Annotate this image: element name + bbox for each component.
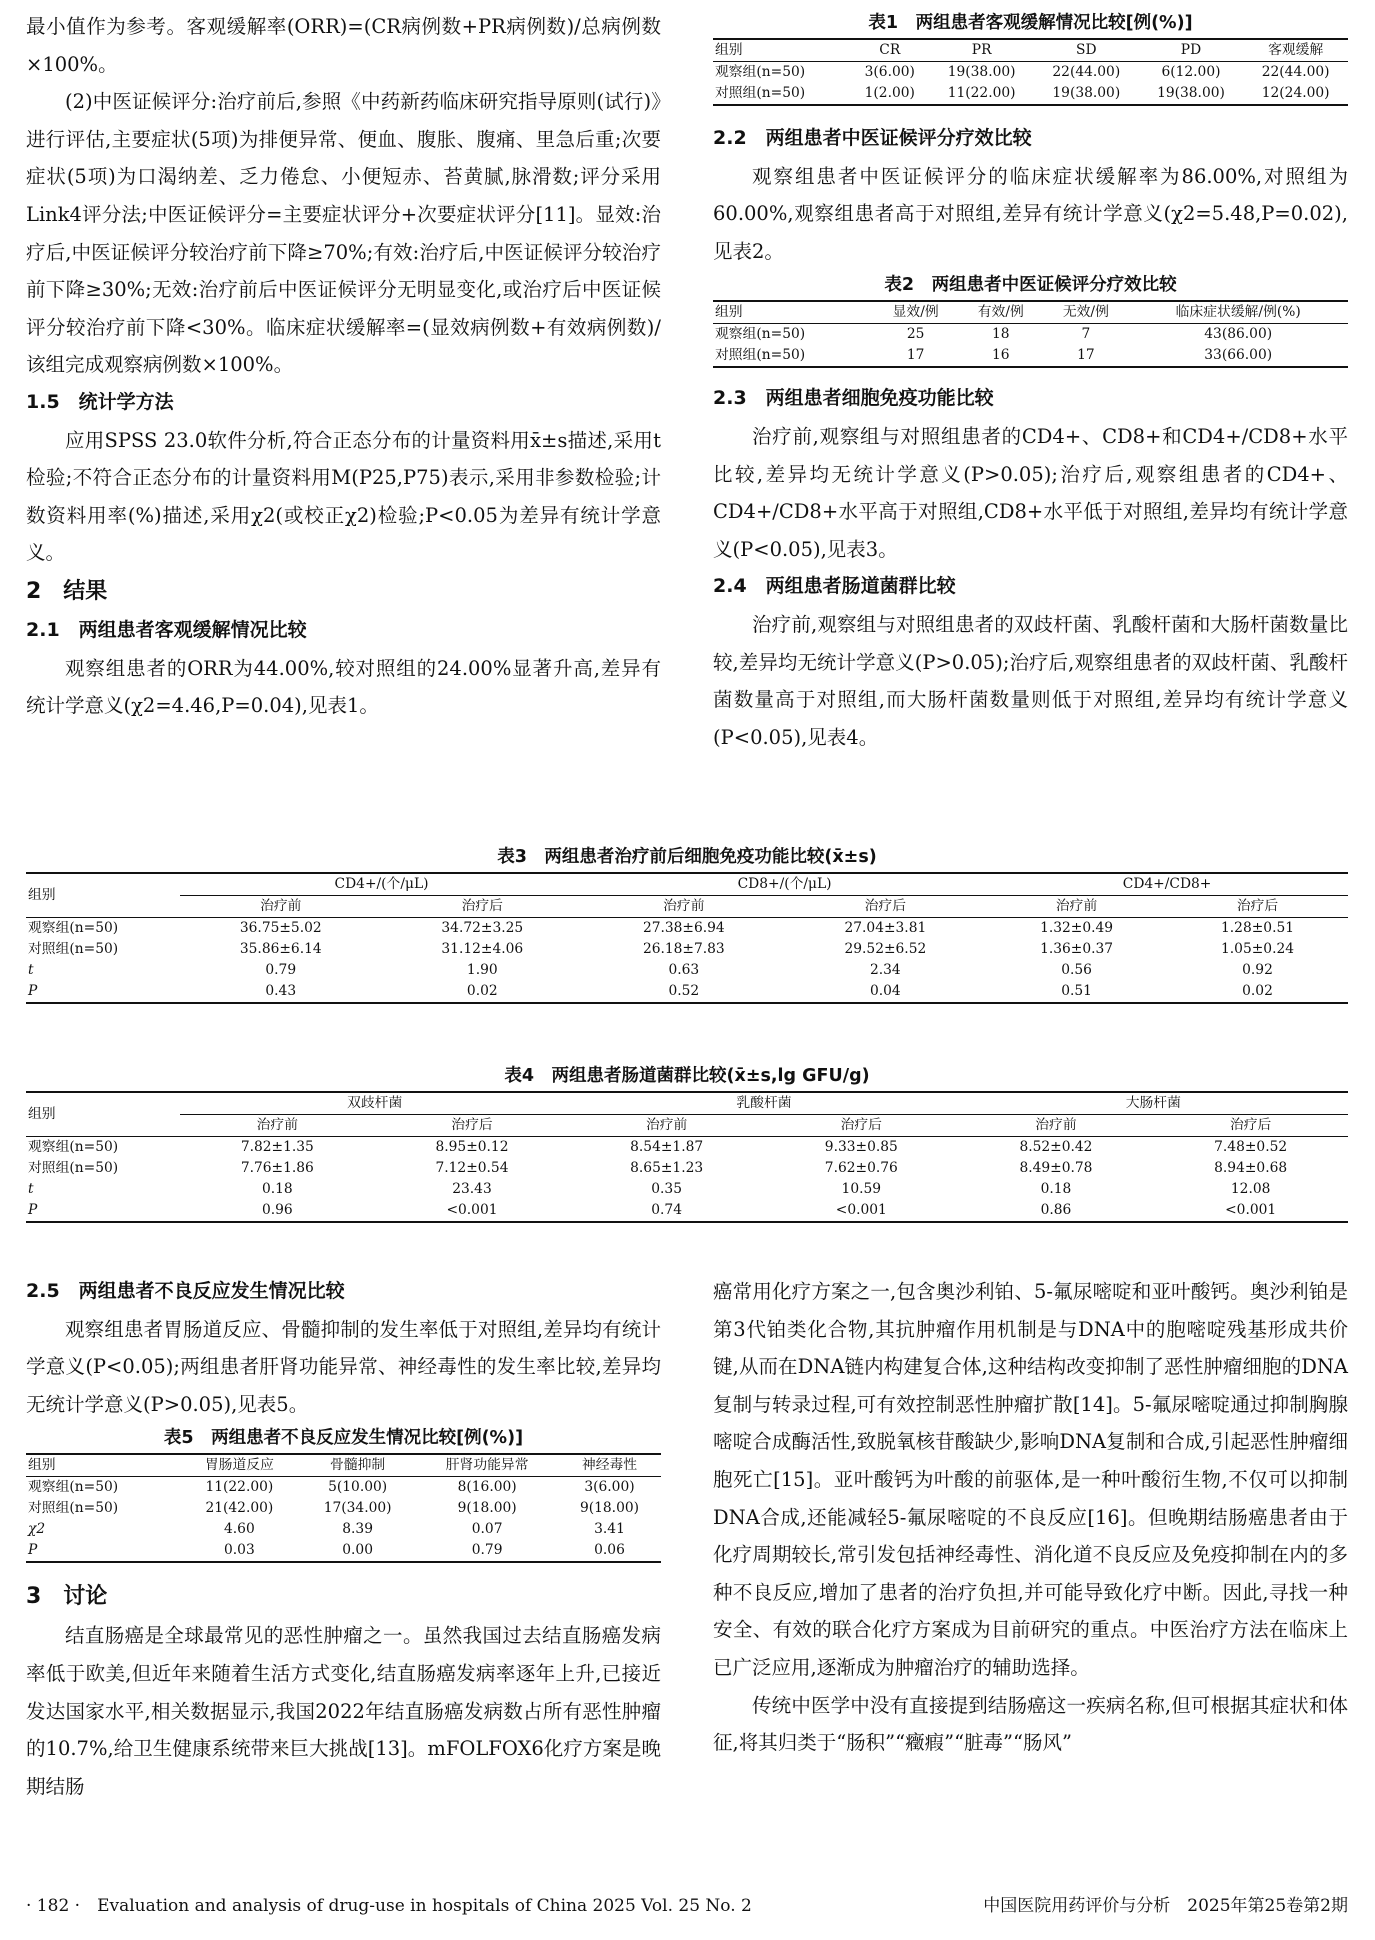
table-cell: 1.90 xyxy=(466,962,498,978)
table-cell: 0.06 xyxy=(594,1542,625,1559)
table-cell: 33(66.00) xyxy=(1204,347,1273,364)
table3-group-header: 组别 xyxy=(26,873,180,918)
table-row xyxy=(26,1200,1348,1222)
table-cell: 17(34.00) xyxy=(323,1500,392,1517)
table-cell: 8.54±1.87 xyxy=(630,1139,704,1155)
table-row xyxy=(26,1137,1348,1159)
table-cell: 23.43 xyxy=(452,1181,492,1197)
table4 xyxy=(26,1091,1348,1223)
table-cell: 7 xyxy=(1081,326,1091,343)
table-cell: 26.18±7.83 xyxy=(642,941,725,957)
footer-right: 中国医院用药评价与分析 2025年第25卷第2期 xyxy=(983,1896,1348,1916)
table-cell: 9(18.00) xyxy=(457,1500,517,1517)
table-cell: 0.18 xyxy=(261,1181,293,1197)
paragraph-discussion-3: 传统中医学中没有直接提到结肠癌这一疾病名称,但可根据其症状和体征,将其归类于“肠积”“癥瘕”“脏毒”“肠风” xyxy=(713,1693,1348,1755)
table-cell: 19(38.00) xyxy=(947,64,1016,80)
table5-header: 神经毒性 xyxy=(581,1457,638,1474)
right-column-top xyxy=(713,8,1348,756)
table1-header: PD xyxy=(1180,42,1202,58)
table3 xyxy=(26,872,1348,1004)
table-cell: 3(6.00) xyxy=(584,1479,635,1496)
paragraph-discussion-2: 癌常用化疗方案之一,包含奥沙利铂、5-氟尿嘧啶和亚叶酸钙。奥沙利铂是第3代铂类化合物,其抗肿瘤作用机制是与DNA中的胞嘧啶残基形成共价键,从而在DNA链内构建复合体,这种结构改变抑制了恶性肿瘤细胞的DNA复制与转录过程,可有效控制恶性肿瘤扩散[14]。5-氟尿嘧啶通过抑制胸腺嘧啶合成酶活性,致脱氧核苷酸缺少,影响DNA复制和合成,引起恶性肿瘤细胞死亡[15]。亚叶酸钙为叶酸的前驱体,是一种叶酸衍生物,不仅可以抑制DNA合成,还能减轻5-氟尿嘧啶的不良反应[16]。但晚期结肠癌患者由于化疗周期较长,常引发包括神经毒性、消化道不良反应及免疫抑制在内的多种不良反应,增加了患者的治疗负担,并可能导致化疗中断。因此,寻找一种安全、有效的联合化疗方案成为目前研究的重点。中医治疗方法在临床上已广泛应用,逐渐成为肿瘤治疗的辅助选择。 xyxy=(713,1280,1348,1679)
table4-col-group: 双歧杆菌 xyxy=(180,1092,569,1115)
table-cell: P xyxy=(28,983,38,999)
table-cell: 8.52±0.42 xyxy=(1019,1139,1093,1155)
section-3-heading: 3 讨论 xyxy=(26,1584,108,1610)
table-row xyxy=(26,1498,661,1519)
table-cell: 36.75±5.02 xyxy=(239,920,322,936)
table-row xyxy=(26,1477,661,1499)
left-column-top xyxy=(26,8,661,725)
table-cell: 观察组(n=50) xyxy=(28,920,119,936)
paragraph-immune-result: 治疗前,观察组与对照组患者的CD4+、CD8+和CD4+/CD8+水平比较,差异均无统计学意义(P>0.05);治疗后,观察组患者的CD4+、CD4+/CD8+水平高于对照组,CD8+水平低于对照组,差异均有统计学意义(P<0.05),见表3。 xyxy=(713,424,1348,561)
table-cell: 9(18.00) xyxy=(579,1500,640,1517)
table5-header: 骨髓抑制 xyxy=(330,1457,386,1474)
table-cell: 7.76±1.86 xyxy=(240,1160,314,1176)
paragraph-flora-result: 治疗前,观察组与对照组患者的双歧杆菌、乳酸杆菌和大肠杆菌数量比较,差异均无统计学意义(P>0.05);治疗后,观察组患者的双歧杆菌、乳酸杆菌数量高于对照组,而大肠杆菌数量则低于对照组,差异均有统计学意义(P<0.05),见表4。 xyxy=(713,612,1348,749)
table4-sub-header: 治疗后 xyxy=(1229,1117,1272,1133)
table-cell: 对照组(n=50) xyxy=(28,1160,119,1176)
table-cell: 4.60 xyxy=(224,1521,255,1538)
table-cell: 11(22.00) xyxy=(205,1479,274,1496)
table-row xyxy=(713,324,1348,346)
table-cell: <0.001 xyxy=(446,1202,498,1218)
table-cell: 0.07 xyxy=(471,1521,503,1538)
paragraph-tcm-score: (2)中医证候评分:治疗前后,参照《中药新药临床研究指导原则(试行)》进行评估,主要症状(5项)为排便异常、便血、腹胀、腹痛、里急后重;次要症状(5项)为口渴纳差、乏力倦怠、小便短赤、苔黄腻,脉滑数;评分采用Link4评分法;中医证候评分=主要症状评分+次要症状评分[11]。显效:治疗后,中医证候评分较治疗前下降≥70%;有效:治疗后,中医证候评分较治疗前下降≥30%;无效:治疗前后中医证候评分无明显变化,或治疗后中医证候评分较治疗前下降<30%。临床症状缓解率=(显效病例数+有效病例数)/该组完成观察病例数×100%。 xyxy=(26,90,661,377)
table3-sub-header: 治疗后 xyxy=(1236,898,1279,914)
table-cell: 18 xyxy=(991,326,1010,343)
table-row xyxy=(26,1519,661,1540)
table-cell: 观察组(n=50) xyxy=(28,1479,119,1496)
table-cell: 0.02 xyxy=(466,983,498,999)
table-cell: 1.36±0.37 xyxy=(1040,941,1114,957)
paragraph-statistics: 应用SPSS 23.0软件分析,符合正态分布的计量资料用x̄±s描述,采用t检验;不符合正态分布的计量资料用M(P25,P75)表示,采用非参数检验;计数资料用率(%)描述,采用χ2(或校正χ2)检验;P<0.05为差异有统计学意义。 xyxy=(26,428,661,565)
table-cell: 观察组(n=50) xyxy=(28,1139,119,1155)
table3-sub-header: 治疗前 xyxy=(260,898,302,914)
table4-col-group: 乳酸杆菌 xyxy=(569,1092,958,1115)
table3-sub-header: 治疗后 xyxy=(864,898,907,914)
table-cell: 0.63 xyxy=(668,962,700,978)
table-cell: 8.65±1.23 xyxy=(630,1160,704,1176)
table3-caption: 表3 两组患者治疗前后细胞免疫功能比较(x̄±s) xyxy=(497,847,877,867)
table-cell: 0.74 xyxy=(651,1202,682,1218)
table-cell: 21(42.00) xyxy=(205,1500,274,1517)
table-cell: 0.96 xyxy=(261,1202,293,1218)
section-2-4-heading: 2.4 两组患者肠道菌群比较 xyxy=(713,575,956,598)
table-cell: 3.41 xyxy=(594,1521,625,1538)
table-cell: 25 xyxy=(906,326,925,343)
table-cell: 17 xyxy=(1077,347,1095,364)
table-cell: 7.48±0.52 xyxy=(1214,1139,1288,1155)
paragraph-orr: 最小值作为参考。客观缓解率(ORR)=(CR病例数+PR病例数)/总病例数×100%。 xyxy=(26,15,661,76)
table-cell: t xyxy=(28,1181,34,1197)
section-2-5-heading: 2.5 两组患者不良反应发生情况比较 xyxy=(26,1280,345,1302)
table-cell: 1.05±0.24 xyxy=(1221,941,1295,957)
table5-header: 组别 xyxy=(28,1457,56,1474)
paragraph-tcm-result: 观察组患者中医证候评分的临床症状缓解率为86.00%,对照组为60.00%,观察组患者高于对照组,差异有统计学意义(χ2=5.48,P=0.02),见表2。 xyxy=(713,164,1348,263)
paragraph-adverse-result: 观察组患者胃肠道反应、骨髓抑制的发生率低于对照组,差异均有统计学意义(P<0.05);两组患者肝肾功能异常、神经毒性的发生率比较,差异均无统计学意义(P>0.05),见表5。 xyxy=(26,1317,661,1416)
table-cell: 0.02 xyxy=(1242,983,1273,999)
section-2-heading: 2 结果 xyxy=(26,578,108,604)
right-column-bottom xyxy=(713,1273,1348,1762)
table1-header: SD xyxy=(1076,42,1097,58)
table-cell: P xyxy=(28,1542,38,1559)
table2-header: 有效/例 xyxy=(977,304,1024,321)
paragraph-discussion-1: 结直肠癌是全球最常见的恶性肿瘤之一。虽然我国过去结直肠癌发病率低于欧美,但近年来随着生活方式变化,结直肠癌发病率逐年上升,已接近发达国家水平,相关数据显示,我国2022年结直肠癌发病数占所有恶性肿瘤的10.7%,给卫生健康系统带来巨大挑战[13]。mFOLFOX6化疗方案是晚期结肠 xyxy=(26,1624,661,1798)
table-cell: 8.49±0.78 xyxy=(1019,1160,1093,1176)
table2-header: 无效/例 xyxy=(1062,304,1109,321)
table-cell: 8.94±0.68 xyxy=(1214,1160,1288,1176)
table3-col-group: CD8+/(个/μL) xyxy=(583,873,986,896)
table-cell: 观察组(n=50) xyxy=(715,326,806,343)
table-cell: 对照组(n=50) xyxy=(715,347,806,364)
table-cell: 0.03 xyxy=(224,1542,255,1559)
section-2-1-heading: 2.1 两组患者客观缓解情况比较 xyxy=(26,618,307,641)
table-cell: <0.001 xyxy=(1225,1202,1277,1218)
section-2-2-heading: 2.2 两组患者中医证候评分疗效比较 xyxy=(713,127,1032,149)
table-row xyxy=(26,960,1348,981)
table3-sub-header: 治疗前 xyxy=(1055,898,1098,914)
table2-header: 临床症状缓解/例(%) xyxy=(1175,304,1301,321)
table-row xyxy=(713,345,1348,367)
table3-col-group: CD4+/(个/μL) xyxy=(180,873,583,896)
table-cell: 11(22.00) xyxy=(947,85,1016,101)
table4-sub-header: 治疗前 xyxy=(256,1117,299,1133)
table-cell: 19(38.00) xyxy=(1052,85,1121,101)
paragraph-orr-result: 观察组患者的ORR为44.00%,较对照组的24.00%显著升高,差异有统计学意义(χ2=4.46,P=0.04),见表1。 xyxy=(26,656,661,718)
table-cell: 22(44.00) xyxy=(1261,64,1330,80)
table-cell: <0.001 xyxy=(835,1202,887,1218)
table-cell: 35.86±6.14 xyxy=(239,941,322,957)
table-cell: 19(38.00) xyxy=(1157,85,1225,101)
table-cell: 16 xyxy=(991,347,1010,364)
section-2-3-heading: 2.3 两组患者细胞免疫功能比较 xyxy=(713,387,994,410)
table-row xyxy=(713,62,1348,84)
table2 xyxy=(713,300,1348,368)
table-cell: 7.82±1.35 xyxy=(240,1139,314,1155)
table4-sub-header: 治疗后 xyxy=(451,1117,493,1133)
table-row xyxy=(713,83,1348,105)
table-row xyxy=(26,981,1348,1003)
table-cell: 0.18 xyxy=(1040,1181,1072,1197)
table-cell: 0.04 xyxy=(869,983,901,999)
table4-sub-header: 治疗前 xyxy=(645,1117,688,1133)
section-1-5-heading: 1.5 统计学方法 xyxy=(26,390,174,413)
table2-header: 组别 xyxy=(715,304,743,321)
table-cell: 对照组(n=50) xyxy=(28,941,119,957)
table-cell: 12(24.00) xyxy=(1261,85,1330,101)
table-cell: 0.79 xyxy=(265,962,297,978)
table-cell: 12.08 xyxy=(1230,1181,1271,1197)
table5-header: 胃肠道反应 xyxy=(204,1457,274,1474)
table-cell: 0.92 xyxy=(1242,962,1273,978)
table-cell: 1.32±0.49 xyxy=(1040,920,1114,936)
table4-sub-header: 治疗后 xyxy=(840,1117,882,1133)
article-page xyxy=(26,8,1348,1928)
table1-header: PR xyxy=(971,42,992,58)
table3-block xyxy=(26,842,1348,1004)
table-cell: 8.39 xyxy=(342,1521,373,1538)
table4-block xyxy=(26,1061,1348,1223)
table-cell: 8(16.00) xyxy=(457,1479,517,1496)
table1-header: 客观缓解 xyxy=(1268,42,1324,58)
table-cell: 1(2.00) xyxy=(864,85,915,101)
table-cell: 7.62±0.76 xyxy=(824,1160,898,1176)
table4-col-group: 大肠杆菌 xyxy=(959,1092,1348,1115)
table-cell: 27.04±3.81 xyxy=(844,920,927,936)
table-cell: 29.52±6.52 xyxy=(844,941,927,957)
table-cell: 5(10.00) xyxy=(328,1479,388,1496)
table-cell: 1.28±0.51 xyxy=(1221,920,1295,936)
table5-header: 肝肾功能异常 xyxy=(445,1457,529,1474)
table-cell: 0.79 xyxy=(471,1542,503,1559)
table-cell: 6(12.00) xyxy=(1161,64,1221,80)
table5-caption: 表5 两组患者不良反应发生情况比较[例(%)] xyxy=(163,1428,524,1449)
table-cell: 0.35 xyxy=(651,1181,682,1197)
table-cell: t xyxy=(28,962,34,978)
table-row xyxy=(26,1540,661,1562)
table1-header: 组别 xyxy=(715,42,743,58)
table-cell: 0.43 xyxy=(265,983,297,999)
table-cell: 3(6.00) xyxy=(864,64,915,80)
table-cell: 对照组(n=50) xyxy=(28,1500,119,1517)
table-cell: χ2 xyxy=(28,1521,46,1538)
table-cell: 0.86 xyxy=(1040,1202,1072,1218)
table1 xyxy=(713,38,1348,106)
table3-sub-header: 治疗后 xyxy=(461,898,503,914)
table1-header: CR xyxy=(879,42,901,58)
table-row xyxy=(26,1179,1348,1200)
table-cell: 10.59 xyxy=(841,1181,882,1197)
table4-caption: 表4 两组患者肠道菌群比较(x̄±s,lg GFU/g) xyxy=(504,1066,870,1086)
table1-caption: 表1 两组患者客观缓解情况比较[例(%)] xyxy=(868,13,1193,33)
table2-header: 显效/例 xyxy=(892,304,939,321)
table-cell: 0.56 xyxy=(1061,962,1092,978)
table-cell: 22(44.00) xyxy=(1052,64,1121,80)
table-cell: P xyxy=(28,1202,38,1218)
table-cell: 8.95±0.12 xyxy=(435,1139,509,1155)
table-cell: 0.00 xyxy=(342,1542,373,1559)
table3-sub-header: 治疗前 xyxy=(663,898,705,914)
table-cell: 2.34 xyxy=(869,962,901,978)
table5 xyxy=(26,1453,661,1563)
table-cell: 对照组(n=50) xyxy=(715,85,806,101)
table-cell: 0.52 xyxy=(668,983,700,999)
table-row xyxy=(26,918,1348,940)
table4-group-header: 组别 xyxy=(26,1092,180,1137)
left-column-bottom xyxy=(26,1273,661,1805)
table-cell: 27.38±6.94 xyxy=(642,920,725,936)
table-row xyxy=(26,1158,1348,1179)
table-cell: 43(86.00) xyxy=(1204,326,1273,343)
table3-col-group: CD4+/CD8+ xyxy=(986,873,1348,896)
table-cell: 17 xyxy=(906,347,925,364)
footer-left: · 182 · Evaluation and analysis of drug-use in hospitals of China 2025 Vol. 25 No. 2 xyxy=(26,1896,752,1916)
table-cell: 31.12±4.06 xyxy=(441,941,524,957)
table-cell: 0.51 xyxy=(1061,983,1092,999)
table-cell: 9.33±0.85 xyxy=(824,1139,898,1155)
table4-sub-header: 治疗前 xyxy=(1035,1117,1077,1133)
table-cell: 7.12±0.54 xyxy=(435,1160,509,1176)
table-cell: 34.72±3.25 xyxy=(441,920,524,936)
table2-caption: 表2 两组患者中医证候评分疗效比较 xyxy=(884,275,1177,296)
table-cell: 观察组(n=50) xyxy=(715,64,806,80)
table-row xyxy=(26,939,1348,960)
